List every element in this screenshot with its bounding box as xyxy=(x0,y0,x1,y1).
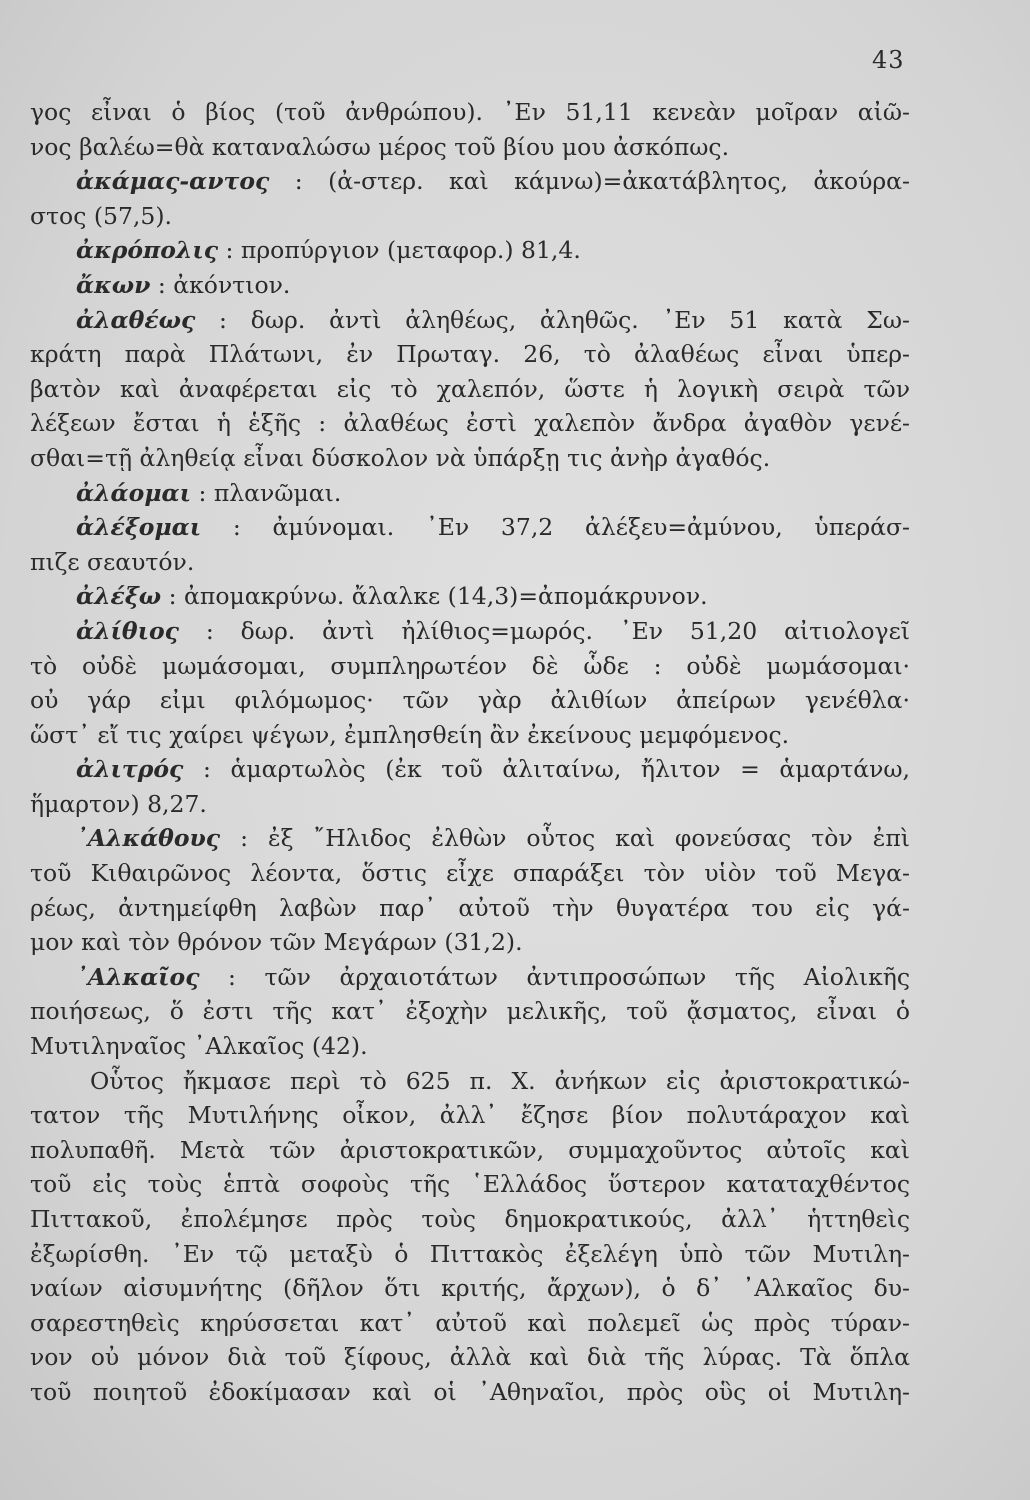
line-text: ἥμαρτον) 8,27. xyxy=(30,789,207,818)
entry-headword: ἀλιτρός xyxy=(76,755,184,784)
line-text: σαρεστηθεὶς κηρύσσεται κατ᾽ αὐτοῦ καὶ πολεμεῖ ὡς πρὸς τύραν- xyxy=(30,1308,910,1337)
text-line xyxy=(30,1098,910,1133)
text-line xyxy=(30,821,910,856)
text-line xyxy=(30,925,910,960)
text-line xyxy=(30,95,910,130)
line-text: : προπύργιον (μεταφορ.) 81,4. xyxy=(218,236,581,265)
line-text: : ἀμύνομαι. ᾽Εν 37,2 ἀλέξευ=ἀμύνου, ὑπεράσ- xyxy=(201,513,910,542)
text-line xyxy=(30,1064,910,1099)
text-line xyxy=(30,856,910,891)
line-text: : τῶν ἀρχαιοτάτων ἀντιπροσώπων τῆς Αἰολικῆς xyxy=(199,962,910,991)
text-line xyxy=(30,718,910,753)
text-line xyxy=(30,994,910,1029)
text-line xyxy=(30,1029,910,1064)
text-line xyxy=(30,1340,910,1375)
line-text: πολυπαθῆ. Μετὰ τῶν ἀριστοκρατικῶν, συμμαχοῦντος αὐτοῖς καὶ xyxy=(30,1135,910,1164)
entry-headword: ἀλέξομαι xyxy=(76,513,202,542)
text-line xyxy=(30,545,910,580)
text-line xyxy=(30,268,910,303)
entry-headword: ἄκων xyxy=(76,270,151,299)
line-text: : ἐξ ῎Ηλιδος ἐλθὼν οὗτος καὶ φονεύσας τὸν ἐπὶ xyxy=(220,824,910,853)
line-text: ποιήσεως, ὅ ἐστι τῆς κατ᾽ ἐξοχὴν μελικῆς, τοῦ ᾄσματος, εἶναι ὁ xyxy=(30,997,910,1026)
line-text: : ἀκόντιον. xyxy=(150,270,291,299)
line-text: : (ἀ-στερ. καὶ κάμνω)=ἀκατάβλητος, ἀκούρα- xyxy=(269,167,910,196)
line-text: Πιττακοῦ, ἐπολέμησε πρὸς τοὺς δημοκρατικούς, ἀλλ᾽ ἡττηθεὶς xyxy=(30,1205,910,1233)
entry-headword: ἀλάομαι xyxy=(76,478,191,507)
text-line xyxy=(30,303,910,338)
text-line xyxy=(30,441,910,476)
entry-headword: ἀλίθιος xyxy=(76,616,179,645)
text-line xyxy=(30,649,910,684)
line-text: τατον τῆς Μυτιλήνης οἶκον, ἀλλ᾽ ἔζησε βίον πολυτάραχον καὶ xyxy=(30,1101,910,1130)
line-text: Μυτιληναῖος ᾽Αλκαῖος (42). xyxy=(30,1032,368,1061)
entry-headword: ᾽Αλκαῖος xyxy=(76,962,200,991)
entry-headword: ἀκάμας-αντος xyxy=(76,167,270,196)
text-line xyxy=(30,510,910,545)
line-text: ρέως, ἀντημείφθη λαβὼν παρ᾽ αὐτοῦ τὴν θυγατέρα του εἰς γά- xyxy=(30,893,910,922)
text-line xyxy=(30,372,910,407)
line-text: τοῦ Κιθαιρῶνος λέοντα, ὅστις εἶχε σπαράξει τὸν υἱὸν τοῦ Μεγα- xyxy=(30,859,910,888)
line-text: λέξεων ἔσται ἡ ἑξῆς : ἀλαθέως ἐστὶ χαλεπὸν ἄνδρα ἀγαθὸν γενέ- xyxy=(30,409,910,438)
text-line xyxy=(30,164,910,199)
entry-headword: ᾽Αλκάθους xyxy=(76,824,221,853)
text-line xyxy=(30,960,910,995)
line-text: : δωρ. ἀντὶ ἠλίθιος=μωρός. ᾽Εν 51,20 αἰτιολογεῖ xyxy=(178,616,910,645)
line-text: τοῦ εἰς τοὺς ἑπτὰ σοφοὺς τῆς ῾Ελλάδος ὕστερον καταταχθέντος xyxy=(30,1170,910,1199)
text-line xyxy=(30,1133,910,1168)
line-text: : ἁμαρτωλὸς (ἐκ τοῦ ἀλιταίνω, ἤλιτον = ἁμαρτάνω, xyxy=(183,755,910,784)
line-text: : πλανῶμαι. xyxy=(190,478,342,507)
line-text: : δωρ. ἀντὶ ἀληθέως, ἀληθῶς. ᾽Εν 51 κατὰ Σω- xyxy=(195,305,910,334)
text-line xyxy=(30,579,910,614)
text-line xyxy=(30,1237,910,1272)
entry-headword: ἀλέξω xyxy=(76,582,162,611)
text-line xyxy=(30,476,910,511)
line-text: τοῦ ποιητοῦ ἐδοκίμασαν καὶ οἱ ᾽Αθηναῖοι, πρὸς οὓς οἱ Μυτιλη- xyxy=(30,1377,910,1406)
text-line xyxy=(30,1202,910,1237)
text-line xyxy=(30,406,910,441)
text-line xyxy=(30,683,910,718)
text-line xyxy=(30,1167,910,1202)
text-line xyxy=(30,614,910,649)
line-text: νον οὐ μόνον διὰ τοῦ ξίφους, ἀλλὰ καὶ διὰ τῆς λύρας. Τὰ ὅπλα xyxy=(30,1343,910,1372)
text-line xyxy=(30,130,910,165)
line-text: Οὗτος ἤκμασε περὶ τὸ 625 π. Χ. ἀνήκων εἰς ἀριστοκρατικώ- xyxy=(90,1066,910,1095)
line-text: ναίων αἰσυμνήτης (δῆλον ὅτι κριτής, ἄρχων), ὁ δ᾽ ᾽Αλκαῖος δυ- xyxy=(30,1274,910,1303)
line-text: στος (57,5). xyxy=(30,201,172,230)
entry-headword: ἀλαθέως xyxy=(76,305,196,334)
line-text: ἐξωρίσθη. ᾽Εν τῷ μεταξὺ ὁ Πιττακὸς ἐξελέγη ὑπὸ τῶν Μυτιλη- xyxy=(30,1239,910,1268)
line-text: ὥστ᾽ εἴ τις χαίρει ψέγων, ἐμπλησθείη ἂν ἐκείνους μεμφόμενος. xyxy=(30,720,790,749)
text-line xyxy=(30,337,910,372)
line-text: : ἀπομακρύνω. ἄλαλκε (14,3)=ἀπομάκρυνον. xyxy=(161,582,708,611)
text-line xyxy=(30,891,910,926)
page-text xyxy=(30,95,910,1410)
text-line xyxy=(30,1271,910,1306)
line-text: τὸ οὐδὲ μωμάσομαι, συμπληρωτέον δὲ ὧδε : οὐδὲ μωμάσομαι· xyxy=(30,651,910,680)
text-line xyxy=(30,1375,910,1410)
line-text: νος βαλέω=θὰ καταναλώσω μέρος τοῦ βίου μου ἀσκόπως. xyxy=(30,132,730,161)
line-text: μον καὶ τὸν θρόνον τῶν Μεγάρων (31,2). xyxy=(30,928,523,957)
page-number: 43 xyxy=(872,46,905,74)
text-line xyxy=(30,787,910,822)
text-line xyxy=(30,199,910,234)
line-text: σθαι=τῇ ἀληθείᾳ εἶναι δύσκολον νὰ ὑπάρξῃ τις ἀνὴρ ἀγαθός. xyxy=(30,443,771,472)
text-line xyxy=(30,1306,910,1341)
text-line xyxy=(30,233,910,268)
line-text: κράτη παρὰ Πλάτωνι, ἐν Πρωταγ. 26, τὸ ἀλαθέως εἶναι ὑπερ- xyxy=(30,340,910,369)
line-text: οὐ γάρ εἰμι φιλόμωμος· τῶν γὰρ ἀλιθίων ἀπείρων γενέθλα· xyxy=(30,686,910,715)
entry-headword: ἀκρόπολις xyxy=(76,236,219,265)
line-text: βατὸν καὶ ἀναφέρεται εἰς τὸ χαλεπόν, ὥστε ἡ λογικὴ σειρὰ τῶν xyxy=(30,374,910,403)
line-text: πιζε σεαυτόν. xyxy=(30,547,195,576)
text-line xyxy=(30,752,910,787)
line-text: γος εἶναι ὁ βίος (τοῦ ἀνθρώπου). ᾽Εν 51,11 κενεὰν μοῖραν αἰῶ- xyxy=(30,98,910,126)
